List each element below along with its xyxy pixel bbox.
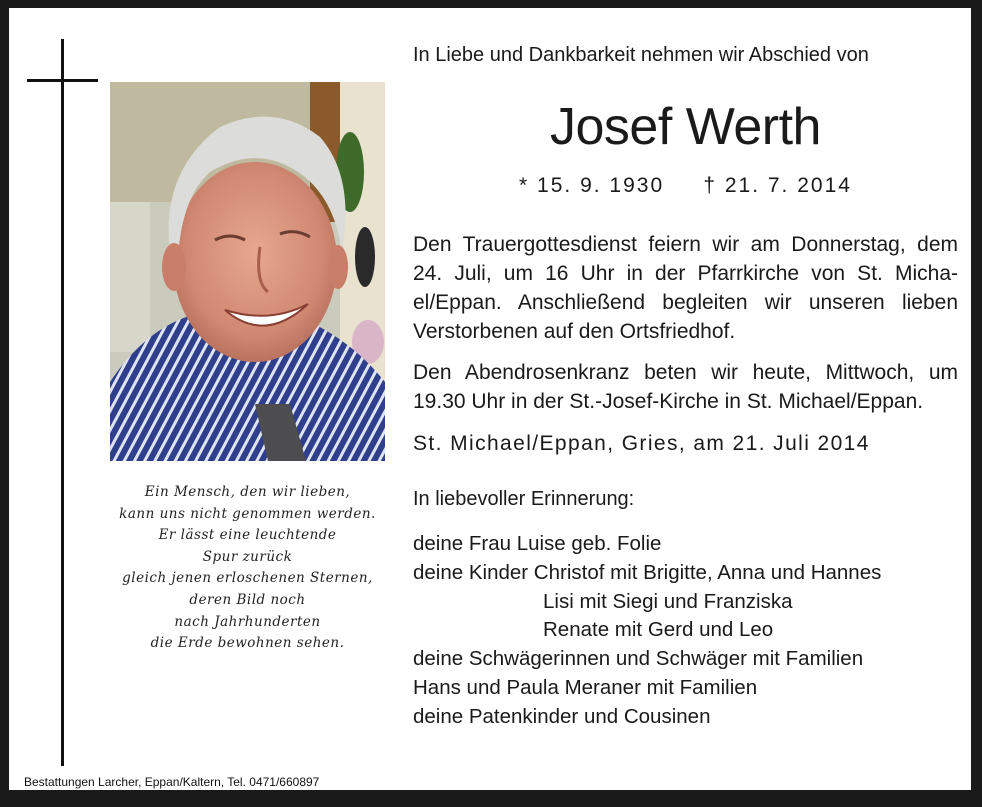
intro-line: In Liebe und Dankbarkeit nehmen wir Abschied von xyxy=(413,44,869,66)
poem-line: Er lässt eine leuchtende xyxy=(158,527,337,544)
cross-icon-vertical xyxy=(61,39,64,766)
poem-line: gleich jenen erloschenen Sternen, xyxy=(122,570,373,587)
deceased-name: Josef Werth xyxy=(550,98,821,156)
mourners-list xyxy=(413,530,881,732)
paragraph-line: Den Abendrosenkranz beten wir heute, Mittwoch, um xyxy=(413,361,958,384)
rosary-paragraph xyxy=(413,358,958,416)
funeral-service-paragraph xyxy=(413,230,958,346)
mourner-line: deine Schwägerinnen und Schwäger mit Familien xyxy=(413,647,864,671)
poem-line: kann uns nicht genommen werden. xyxy=(119,505,376,522)
poem-line: deren Bild noch xyxy=(189,591,306,608)
memorial-poem xyxy=(110,482,385,655)
life-dates: * 15. 9. 1930 † 21. 7. 2014 xyxy=(519,174,852,197)
mourner-line: deine Kinder Christof mit Brigitte, Anna und Hannes xyxy=(413,560,882,584)
paragraph-line: 24. Juli, um 16 Uhr in der Pfarrkirche von St. Micha- xyxy=(413,262,958,285)
paragraph-line: Den Trauergottesdienst feiern wir am Donnerstag, dem xyxy=(413,233,958,256)
poem-line: nach Jahrhunderten xyxy=(174,613,321,630)
mourner-line: deine Frau Luise geb. Folie xyxy=(413,532,662,555)
mourner-line: deine Patenkinder und Cousinen xyxy=(413,704,711,728)
remembrance-label: In liebevoller Erinnerung: xyxy=(413,488,635,510)
poem-line: Ein Mensch, den wir lieben, xyxy=(144,484,351,500)
paragraph-line: 19.30 Uhr in der St.-Josef-Kirche in St. Michael/Eppan. xyxy=(413,390,924,413)
poem-line: Spur zurück xyxy=(202,548,293,565)
poem-line: die Erde bewohnen sehen. xyxy=(150,635,345,652)
mourner-line: Hans und Paula Meraner mit Familien xyxy=(413,675,758,699)
portrait-photo xyxy=(110,82,385,461)
paragraph-line: Verstorbenen auf den Ortsfriedhof. xyxy=(413,320,736,343)
mourner-line: Lisi mit Siegi und Franziska xyxy=(543,589,793,613)
place-and-date: St. Michael/Eppan, Gries, am 21. Juli 2014 xyxy=(413,432,870,455)
paragraph-line: el/Eppan. Anschließend begleiten wir unseren lieben xyxy=(413,291,958,314)
cross-icon-horizontal xyxy=(27,79,98,82)
obituary-card xyxy=(9,8,971,790)
mourner-line: Renate mit Gerd und Leo xyxy=(543,618,774,642)
funeral-home-footer: Bestattungen Larcher, Eppan/Kaltern, Tel. 0471/660897 xyxy=(24,775,320,789)
